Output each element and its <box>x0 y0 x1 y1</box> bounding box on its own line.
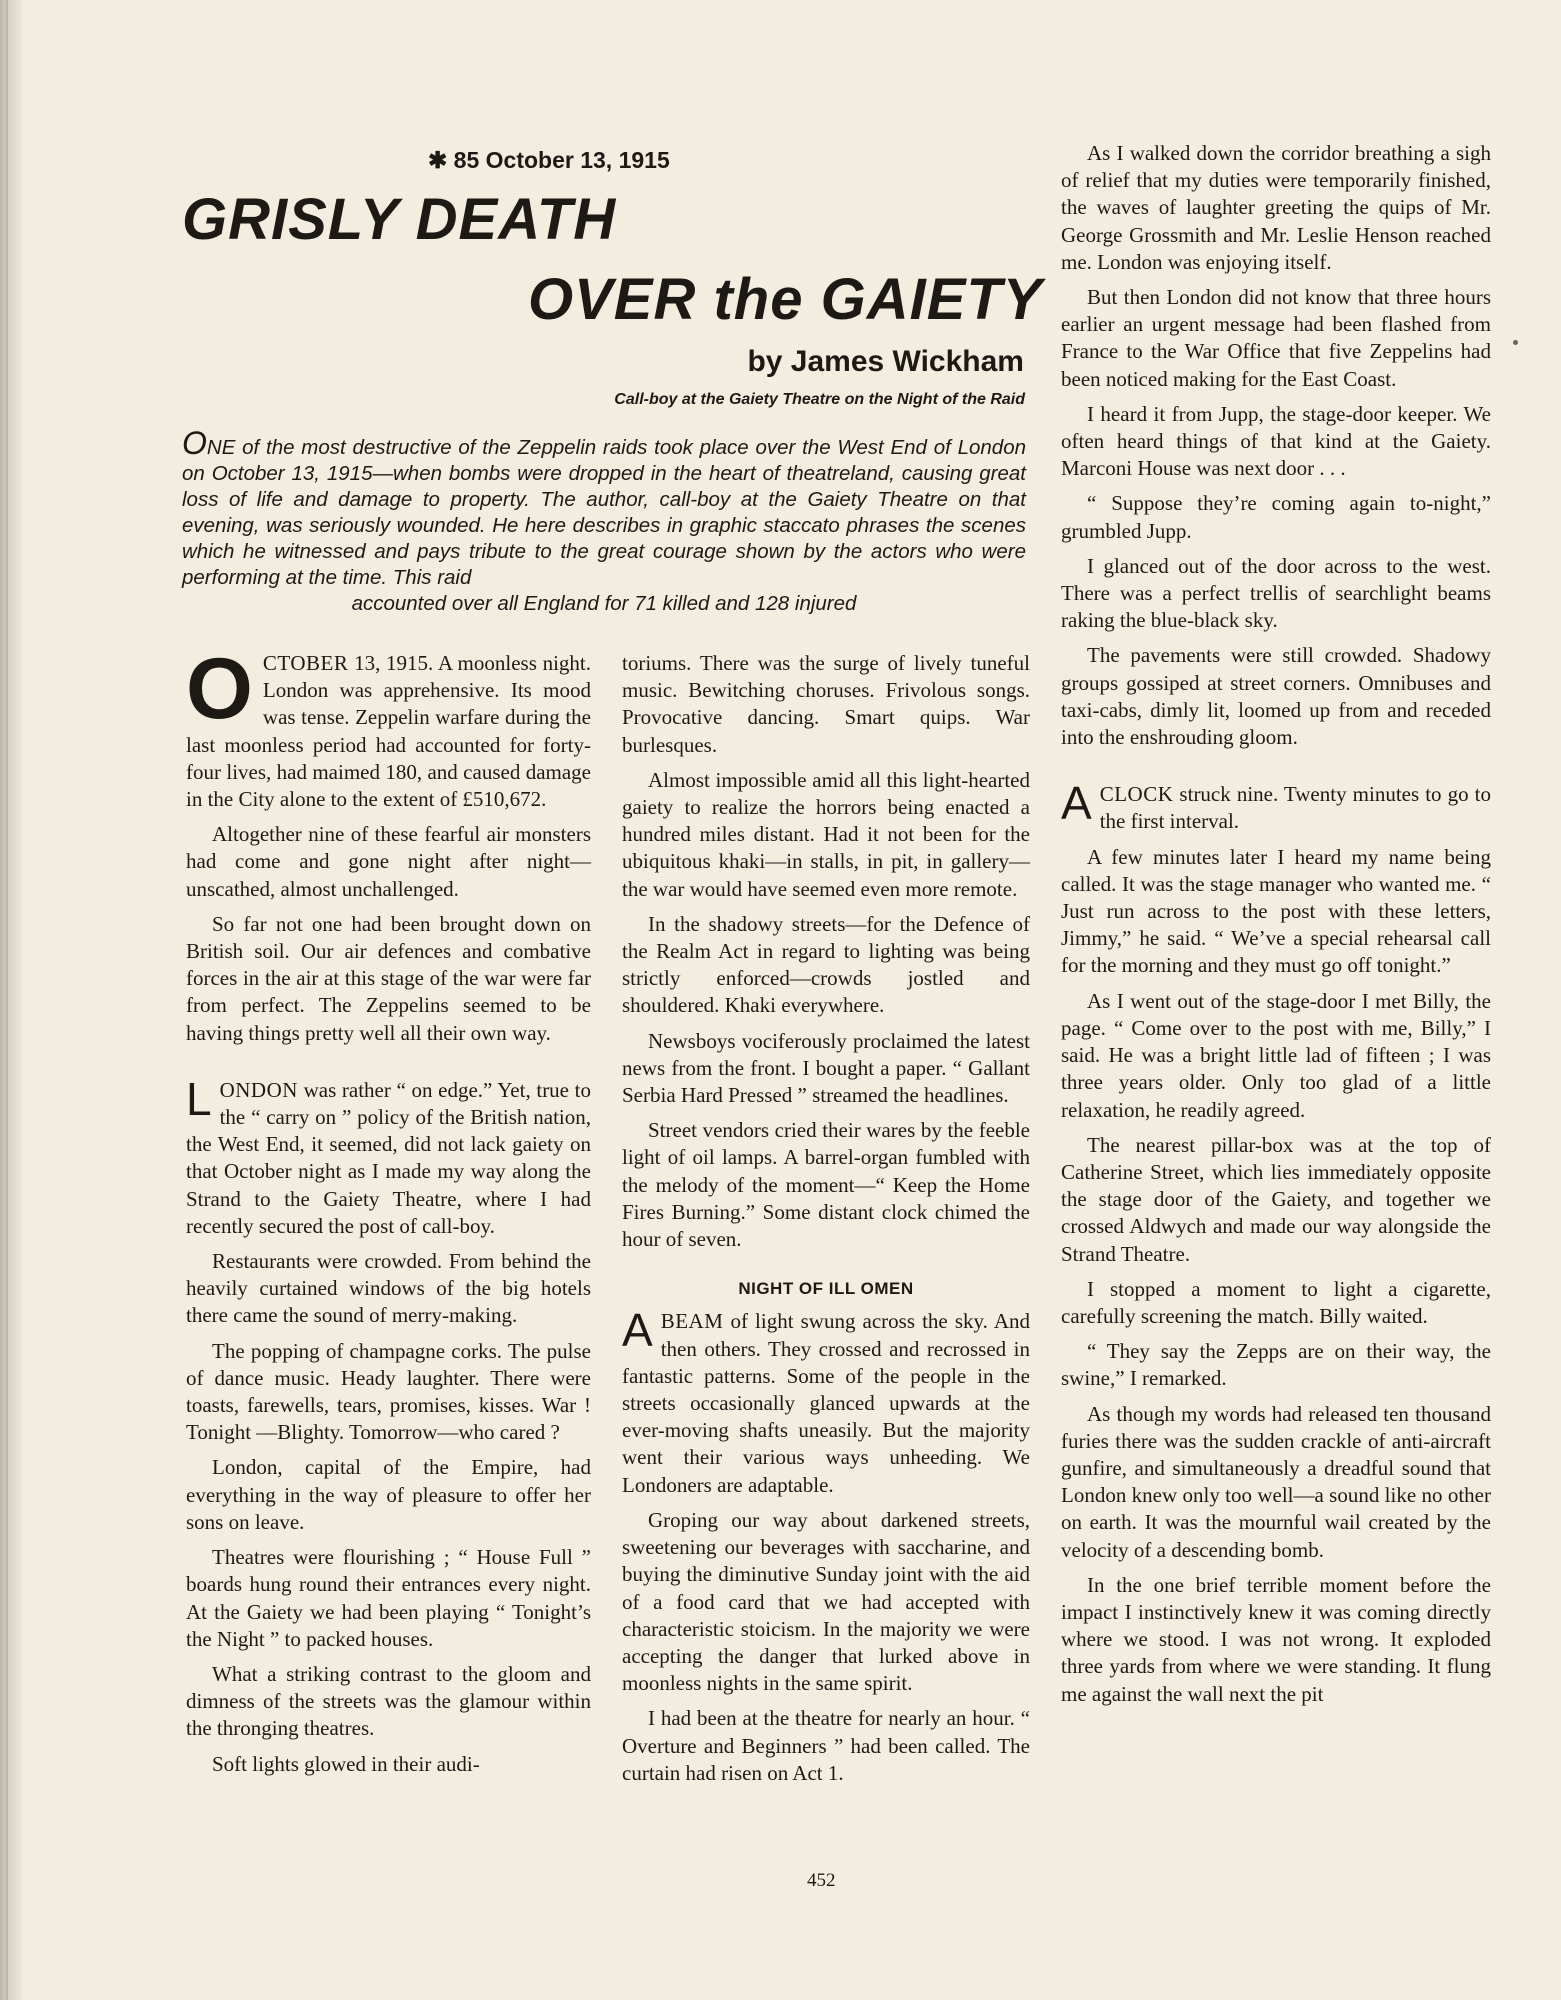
paragraph: toriums. There was the surge of lively tuneful music. Bewitching choruses. Frivolous songs. Provocative dancing. Smart quips. War burlesques. <box>622 651 1030 757</box>
paragraph-text: struck nine. Twenty minutes to go to the first interval. <box>1099 782 1491 834</box>
paragraph: As I walked down the corridor breathing a sigh of relief that my duties were temporarily finished, the waves of laughter greeting the quips of Mr. George Grossmith and Mr. Leslie Henson reached me. London was enjoying itself. <box>1061 141 1491 274</box>
paragraph: London, capital of the Empire, had everything in the way of pleasure to offer her sons on leave. <box>186 1455 591 1534</box>
column-2 <box>622 650 1030 1795</box>
drop-cap: L <box>186 1072 212 1125</box>
intro-last-line: accounted over all England for 71 killed and 128 injured <box>351 592 857 615</box>
small-caps-word: BEAM <box>660 1309 724 1334</box>
paragraph-text: of light swung across the sky. And then others. They crossed and recrossed in fantastic patterns. Some of the people in the streets occasionally glanced upwards at the ever-moving shafts uneasily. But the majority went their various ways unheeding. We Londoners are adaptable. <box>622 1309 1030 1497</box>
paragraph: I heard it from Jupp, the stage-door keeper. We often heard things of that kind at the Gaiety. Marconi House was next door . . . <box>1061 401 1491 481</box>
paragraph <box>1061 777 1491 835</box>
intro-paragraph <box>182 425 1026 617</box>
paragraph: As I went out of the stage-door I met Billy, the page. “ Come over to the post with me, Billy,” I said. He was a bright little lad of fifteen ; I was three years older. Only too glad of a little relaxation, he readily agreed. <box>1061 988 1491 1122</box>
small-caps-word: ONDON <box>219 1077 298 1102</box>
paragraph: So far not one had been brought down on British soil. Our air defences and combative forces in the air at this stage of the war were far from perfect. The Zeppelins seemed to be having things pretty well all their own way. <box>186 911 591 1045</box>
paragraph-text: 13, 1915. A moonless night. London was apprehensive. Its mood was tense. Zeppelin warfare during the last moonless period had accounted for forty-four lives, had maimed 180, and caused damage in the City alone to the extent of £510,672. <box>186 651 591 812</box>
paragraph: I had been at the theatre for nearly an hour. “ Overture and Beginners ” had been called. The curtain had risen on Act 1. <box>622 1706 1030 1785</box>
paragraph: But then London did not know that three hours earlier an urgent message had been flashed from France to the War Office that five Zeppelins had been noticed making for the East Coast. <box>1061 285 1491 391</box>
intro-text: NE of the most destructive of the Zeppelin raids took place over the West End of London on October 13, 1915—when bombs were dropped in the heart of theatreland, causing great loss of life and damage to property. The author, call-boy at the Gaiety Theatre on that evening, was seriously wounded. He here describes in graphic staccato phrases the scenes which he witnessed and pays tribute to the great courage shown by the actors who were performing at the time. This raid <box>182 436 1026 589</box>
drop-cap: O <box>186 641 253 737</box>
chapter-number-date: ✱ 85 October 13, 1915 <box>428 147 670 173</box>
small-caps-word: CTOBER <box>262 651 349 675</box>
small-caps-word: CLOCK <box>1099 782 1174 807</box>
byline: by James Wickham <box>747 345 1024 378</box>
section-subheading: NIGHT OF ILL OMEN <box>738 1279 914 1299</box>
paragraph: The nearest pillar-box was at the top of Catherine Street, which lies immediately opposite the stage door of the Gaiety, and together we crossed Aldwych and made our way alongside the Strand Theatre. <box>1061 1132 1491 1266</box>
drop-cap: A <box>1061 777 1092 830</box>
paragraph <box>186 1072 591 1240</box>
page-number: 452 <box>807 1870 836 1891</box>
paragraph <box>622 1304 1030 1498</box>
paragraph: The pavements were still crowded. Shadowy groups gossiped at street corners. Omnibuses and taxi-cabs, dimly lit, loomed up from and receded into the enshrouding gloom. <box>1061 643 1491 750</box>
paragraph: Altogether nine of these fearful air monsters had come and gone night after night—unscathed, almost unchallenged. <box>186 822 591 901</box>
paragraph: Soft lights glowed in their audi- <box>212 1751 480 1776</box>
paragraph: In the one brief terrible moment before the impact I instinctively knew it was coming directly where we stood. I was not wrong. It exploded three yards from where we were standing. It flung me against the wall next the pit <box>1061 1572 1491 1706</box>
paragraph: I glanced out of the door across to the west. There was a perfect trellis of searchlight beams raking the blue-black sky. <box>1061 553 1491 633</box>
paragraph: Newsboys vociferously proclaimed the latest news from the front. I bought a paper. “ Gallant Serbia Hard Pressed ” streamed the headlines. <box>622 1028 1030 1108</box>
drop-cap: A <box>622 1304 653 1357</box>
paragraph: Groping our way about darkened streets, sweetening our beverages with saccharine, and buying the diminutive Sunday joint with the aid of a food card that we had accepted with characteristic stoicism. In the majority we were accepting the danger that lurked above in moonless nights in the same spirit. <box>622 1507 1030 1696</box>
paragraph-text: was rather “ on edge.” Yet, true to the “ carry on ” policy of the British nation, the West End, it seemed, did not lack gaiety on that October night as I made my way along the Strand to the Gaiety Theatre, where I had recently secured the post of call-boy. <box>186 1077 591 1238</box>
paragraph: In the shadowy streets—for the Defence of the Realm Act in regard to lighting was being strictly enforced—crowds jostled and shouldered. Khaki everywhere. <box>622 911 1030 1018</box>
paragraph <box>186 641 591 813</box>
paragraph: Street vendors cried their wares by the feeble light of oil lamps. A barrel-organ fumbled with the melody of the moment—“ Keep the Home Fires Burning.” Some distant clock chimed the hour of seven. <box>622 1118 1030 1252</box>
paragraph: A few minutes later I heard my name being called. It was the stage manager who wanted me. “ Just run across to the post with these letters, Jimmy,” he said. “ We’ve a special rehearsal call for the morning and they must go off tonight.” <box>1061 844 1491 978</box>
paragraph: The popping of champagne corks. The pulse of dance music. Heady laughter. There were toasts, farewells, tears, promises, kisses. War ! Tonight —Blighty. Tomorrow—who cared ? <box>186 1338 591 1445</box>
author-role: Call-boy at the Gaiety Theatre on the Night of the Raid <box>614 391 1025 408</box>
ink-speck <box>1513 340 1518 345</box>
paragraph: I stopped a moment to light a cigarette, carefully screening the match. Billy waited. <box>1061 1276 1491 1328</box>
intro-initial: O <box>182 425 207 461</box>
paragraph: Almost impossible amid all this light-hearted gaiety to realize the horrors being enacted a hundred miles distant. Had it not been for the ubiquitous khaki—in stalls, in pit, in gallery—the war would have seemed even more remote. <box>622 767 1030 901</box>
paragraph: Restaurants were crowded. From behind the heavily curtained windows of the big hotels there came the sound of merry-making. <box>186 1249 591 1328</box>
column-3 <box>1061 140 1491 1716</box>
paragraph: “ Suppose they’re coming again to-night,” grumbled Jupp. <box>1061 491 1491 543</box>
paragraph: “ They say the Zepps are on their way, the swine,” I remarked. <box>1061 1339 1491 1391</box>
paragraph: What a striking contrast to the gloom and dimness of the streets was the glamour within the thronging theatres. <box>186 1661 591 1741</box>
page-binding-edge <box>0 0 22 2000</box>
title-line-2: OVER the GAIETY <box>528 267 1043 332</box>
paragraph: As though my words had released ten thousand furies there was the sudden crackle of anti-aircraft gunfire, and simultaneously a dreadful sound that London knew only too well—a sound like no other on earth. It was the mournful wail created by the velocity of a descending bomb. <box>1061 1401 1491 1562</box>
column-1 <box>186 641 591 1786</box>
paragraph: Theatres were flourishing ; “ House Full ” boards hung round their entrances every night. At the Gaiety we had been playing “ Tonight’s the Night ” to packed houses. <box>186 1545 591 1651</box>
page-binding-line <box>6 0 8 2000</box>
title-line-1: GRISLY DEATH <box>182 187 617 252</box>
